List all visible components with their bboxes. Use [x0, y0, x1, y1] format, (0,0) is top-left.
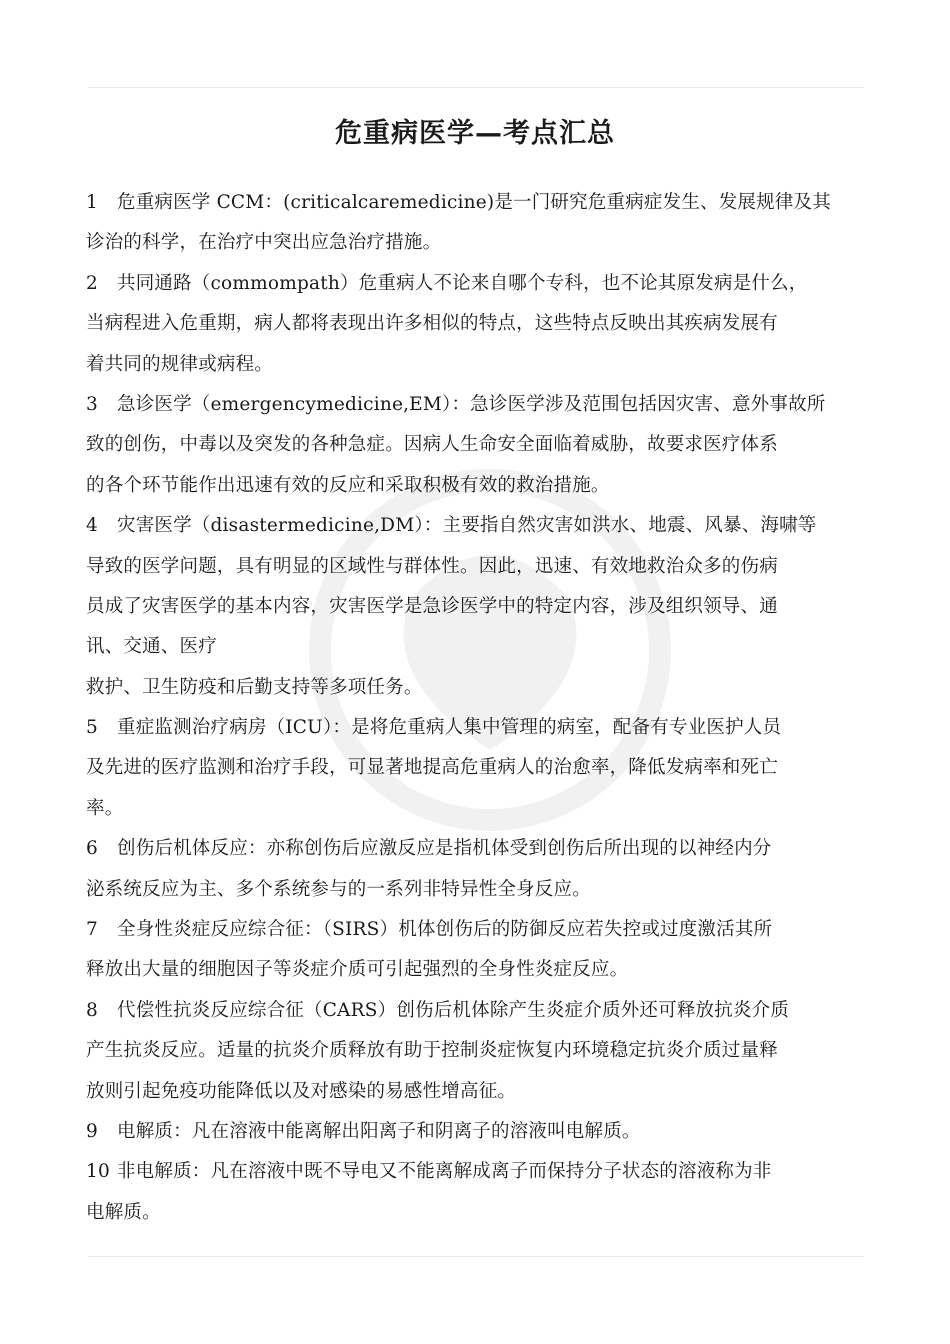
entry-text: 电解质：凡在溶液中能离解出阳离子和阴离子的溶液叫电解质。 — [117, 1120, 641, 1142]
glossary-entry — [86, 506, 860, 708]
entry-text: 当病程进入危重期，病人都将表现出许多相似的特点，这些特点反映出其疾病发展有 — [86, 313, 778, 335]
entry-line — [86, 627, 860, 667]
entry-text: 创伤后机体反应：亦称创伤后应激反应是指机体受到创伤后所出现的以神经内分 — [117, 838, 772, 860]
glossary-entry — [86, 1152, 860, 1233]
entry-line — [86, 304, 860, 344]
entry-number: 1 — [86, 192, 98, 213]
entry-line — [86, 789, 860, 829]
glossary-entry — [86, 1112, 860, 1152]
entry-number: 9 — [86, 1120, 98, 1142]
entry-number: 5 — [86, 717, 98, 739]
glossary-entry — [86, 991, 860, 1112]
header-rule — [88, 87, 864, 88]
entry-text: 放则引起免疫功能降低以及对感染的易感性增高征。 — [86, 1080, 517, 1102]
entry-line — [86, 829, 860, 869]
entry-text: 电解质。 — [86, 1201, 161, 1223]
entry-text: 产生抗炎反应。适量的抗炎介质释放有助于控制炎症恢复内环境稳定抗炎介质过量释 — [86, 1040, 778, 1062]
entry-number: 8 — [86, 999, 98, 1021]
entry-text: 救护、卫生防疫和后勤支持等多项任务。 — [86, 676, 423, 698]
entry-line — [86, 1031, 860, 1071]
entry-line — [86, 991, 860, 1031]
entry-number: 10 — [86, 1161, 110, 1183]
entry-text: 讯、交通、医疗 — [86, 636, 217, 658]
entry-text: 重症监测治疗病房（ICU）：是将危重病人集中管理的病室，配备有专业医护人员 — [117, 717, 782, 739]
glossary-list — [86, 183, 860, 1233]
entry-text: 员成了灾害医学的基本内容，灾害医学是急诊医学中的特定内容，涉及组织领导、通 — [86, 595, 778, 617]
entry-text: 危重病医学 CCM：(criticalcaremedicine)是一门研究危重病症发生、发展规律及其 — [117, 192, 831, 213]
entry-line — [86, 425, 860, 465]
entry-line — [86, 668, 860, 708]
glossary-entry — [86, 829, 860, 910]
entry-text: 灾害医学（disastermedicine,DM）：主要指自然灾害如洪水、地震、风暴、海啸等 — [117, 515, 817, 537]
entry-line — [86, 708, 860, 748]
entry-line — [86, 950, 860, 990]
entry-text: 非电解质：凡在溶液中既不导电又不能离解成离子而保持分子状态的溶液称为非 — [117, 1161, 772, 1183]
entry-text: 急诊医学（emergencymedicine,EM）：急诊医学涉及范围包括因灾害、意外事故所 — [117, 393, 826, 415]
entry-number: 3 — [86, 393, 98, 415]
entry-line — [86, 466, 860, 506]
entry-number: 6 — [86, 838, 98, 860]
entry-text: 的各个环节能作出迅速有效的反应和采取积极有效的救治措施。 — [86, 474, 610, 496]
entry-line — [86, 264, 860, 304]
entry-text: 致的创伤，中毒以及突发的各种急症。因病人生命安全面临着威胁，故要求医疗体系 — [86, 434, 778, 456]
page-title: 危重病医学—考点汇总 — [335, 118, 615, 149]
entry-number: 2 — [86, 272, 98, 294]
glossary-entry — [86, 385, 860, 506]
entry-line — [86, 223, 860, 263]
entry-line — [86, 547, 860, 587]
entry-number: 4 — [86, 515, 98, 537]
entry-line — [86, 1193, 860, 1233]
entry-line — [86, 345, 860, 385]
entry-line — [86, 183, 860, 223]
entry-text: 率。 — [86, 797, 124, 819]
glossary-entry — [86, 708, 860, 829]
entry-text: 诊治的科学，在治疗中突出应急治疗措施。 — [86, 232, 442, 254]
entry-text: 泌系统反应为主、多个系统参与的一系列非特异性全身反应。 — [86, 878, 591, 900]
entry-number: 7 — [86, 919, 98, 941]
entry-text: 共同通路（commompath）危重病人不论来自哪个专科，也不论其原发病是什么， — [117, 272, 808, 294]
glossary-entry — [86, 183, 860, 264]
entry-line — [86, 1112, 860, 1152]
entry-text: 导致的医学问题，具有明显的区域性与群体性。因此，迅速、有效地救治众多的伤病 — [86, 555, 778, 577]
glossary-entry — [86, 264, 860, 385]
glossary-entry — [86, 910, 860, 991]
entry-line — [86, 748, 860, 788]
entry-text: 着共同的规律或病程。 — [86, 353, 274, 375]
entry-line — [86, 870, 860, 910]
entry-line — [86, 1072, 860, 1112]
entry-text: 全身性炎症反应综合征：（SIRS）机体创伤后的防御反应若失控或过度激活其所 — [117, 919, 773, 941]
entry-line — [86, 587, 860, 627]
entry-text: 代偿性抗炎反应综合征（CARS）创伤后机体除产生炎症介质外还可释放抗炎介质 — [117, 999, 790, 1021]
entry-text: 及先进的医疗监测和治疗手段，可显著地提高危重病人的治愈率，降低发病率和死亡 — [86, 757, 778, 779]
entry-line — [86, 385, 860, 425]
entry-text: 释放出大量的细胞因子等炎症介质可引起强烈的全身性炎症反应。 — [86, 959, 629, 981]
entry-line — [86, 1152, 860, 1192]
footer-rule — [88, 1256, 864, 1257]
entry-line — [86, 910, 860, 950]
entry-line — [86, 506, 860, 546]
